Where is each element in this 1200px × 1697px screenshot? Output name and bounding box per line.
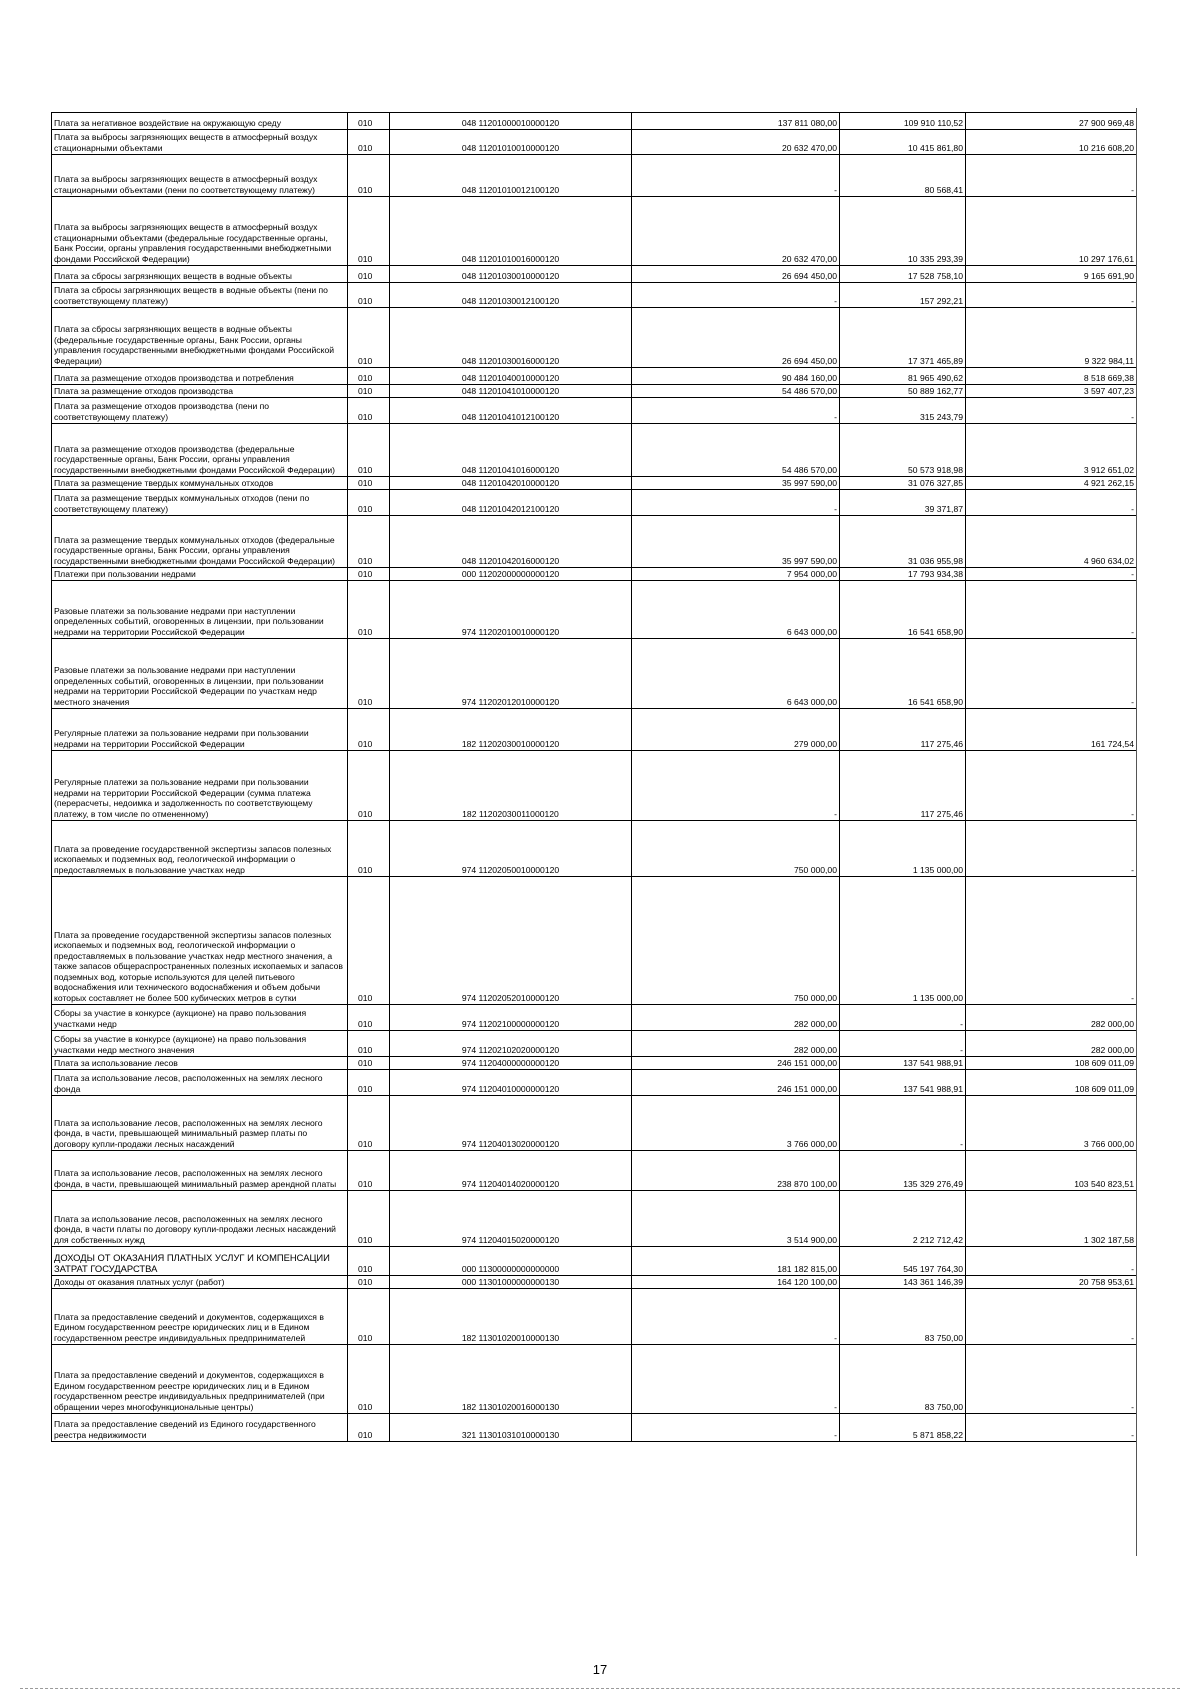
row-name-cell: ДОХОДЫ ОТ ОКАЗАНИЯ ПЛАТНЫХ УСЛУГ И КОМПЕНСАЦИИ ЗАТРАТ ГОСУДАРСТВА xyxy=(52,1247,348,1276)
row-name-cell: Разовые платежи за пользование недрами при наступлении определенных событий, оговоренных в лицензии, при пользовании недрами на территории Российской Федерации по участкам недр местного значения xyxy=(52,639,348,709)
row-executed-cell: - xyxy=(840,1096,966,1151)
row-approved-cell: 3 766 000,00 xyxy=(632,1096,840,1151)
row-unexecuted-cell: 1 302 187,58 xyxy=(966,1191,1137,1247)
row-approved-cell: 54 486 570,00 xyxy=(632,424,840,477)
table-row xyxy=(52,1096,1137,1151)
row-revenue-code-cell: 048 11201030012100120 xyxy=(390,283,632,308)
table-row xyxy=(52,639,1137,709)
row-executed-cell: 143 361 146,39 xyxy=(840,1276,966,1289)
row-name-cell: Плата за использование лесов xyxy=(52,1057,348,1070)
row-unexecuted-cell: 161 724,54 xyxy=(966,709,1137,751)
row-line-code-cell: 010 xyxy=(348,1005,390,1031)
row-name-cell: Плата за размещение отходов производства (федеральные государственные органы, Банк России, органы управления государственными внебюджетными фондами Российской Федерации) xyxy=(52,424,348,477)
row-revenue-code-cell: 000 11202000000000120 xyxy=(390,568,632,581)
table-row xyxy=(52,1414,1137,1442)
row-approved-cell: - xyxy=(632,155,840,197)
row-revenue-code-cell: 048 11201040010000120 xyxy=(390,368,632,385)
row-name-cell: Плата за предоставление сведений и документов, содержащихся в Едином государственном реестре юридических лиц и в Едином государственном реестре индивидуальных предпринимателей xyxy=(52,1289,348,1345)
table-row xyxy=(52,368,1137,385)
row-executed-cell: - xyxy=(840,1005,966,1031)
row-line-code-cell: 010 xyxy=(348,581,390,639)
row-revenue-code-cell: 048 11201030016000120 xyxy=(390,308,632,368)
row-revenue-code-cell: 974 11204000000000120 xyxy=(390,1057,632,1070)
row-approved-cell: 238 870 100,00 xyxy=(632,1151,840,1191)
table-row xyxy=(52,490,1137,516)
row-unexecuted-cell: 3 766 000,00 xyxy=(966,1096,1137,1151)
row-name-cell: Сборы за участие в конкурсе (аукционе) на право пользования участками недр местного значения xyxy=(52,1031,348,1057)
row-executed-cell: 83 750,00 xyxy=(840,1345,966,1414)
row-name-cell: Плата за использование лесов, расположенных на землях лесного фонда, в части, превышающей минимальный размер арендной платы xyxy=(52,1151,348,1191)
row-line-code-cell: 010 xyxy=(348,1031,390,1057)
table-row xyxy=(52,398,1137,424)
row-executed-cell: 16 541 658,90 xyxy=(840,639,966,709)
row-name-cell: Регулярные платежи за пользование недрами при пользовании недрами на территории Российской Федерации xyxy=(52,709,348,751)
table-row xyxy=(52,1070,1137,1096)
row-revenue-code-cell: 048 11201042010000120 xyxy=(390,477,632,490)
page-number: 17 xyxy=(592,1662,608,1677)
row-name-cell: Плата за проведение государственной экспертизы запасов полезных ископаемых и подземных вод, геологической информации о предоставляемых в пользование участках недр местного значения, а также запасов общераспространенных полезных ископаемых и запасов подземных вод, которые используются для целей питьевого водоснабжения или технического водоснабжения и объем добычи которых составляет не более 500 кубических метров в сутки xyxy=(52,877,348,1005)
row-approved-cell: 181 182 815,00 xyxy=(632,1247,840,1276)
row-line-code-cell: 010 xyxy=(348,639,390,709)
row-unexecuted-cell: - xyxy=(966,1247,1137,1276)
row-name-cell: Плата за предоставление сведений и документов, содержащихся в Едином государственном реестре юридических лиц и в Едином государственном реестре индивидуальных предпринимателей (при обращении через многофункциональные центры) xyxy=(52,1345,348,1414)
row-approved-cell: 26 694 450,00 xyxy=(632,308,840,368)
row-line-code-cell: 010 xyxy=(348,1191,390,1247)
row-unexecuted-cell: 27 900 969,48 xyxy=(966,113,1137,130)
row-executed-cell: 1 135 000,00 xyxy=(840,877,966,1005)
row-approved-cell: 164 120 100,00 xyxy=(632,1276,840,1289)
row-executed-cell: 50 573 918,98 xyxy=(840,424,966,477)
row-revenue-code-cell: 974 11204015020000120 xyxy=(390,1191,632,1247)
row-name-cell: Регулярные платежи за пользование недрами при пользовании недрами на территории Российской Федерации (сумма платежа (перерасчеты, недоимка и задолженность по соответствующему платежу, в том числе по отмененному) xyxy=(52,751,348,821)
row-unexecuted-cell: 8 518 669,38 xyxy=(966,368,1137,385)
row-line-code-cell: 010 xyxy=(348,1247,390,1276)
row-line-code-cell: 010 xyxy=(348,877,390,1005)
row-name-cell: Доходы от оказания платных услуг (работ) xyxy=(52,1276,348,1289)
row-unexecuted-cell: 282 000,00 xyxy=(966,1005,1137,1031)
row-approved-cell: 137 811 080,00 xyxy=(632,113,840,130)
row-line-code-cell: 010 xyxy=(348,308,390,368)
row-line-code-cell: 010 xyxy=(348,130,390,155)
row-executed-cell: 16 541 658,90 xyxy=(840,581,966,639)
row-unexecuted-cell: - xyxy=(966,155,1137,197)
table-row xyxy=(52,266,1137,283)
row-line-code-cell: 010 xyxy=(348,516,390,568)
row-executed-cell: 157 292,21 xyxy=(840,283,966,308)
row-unexecuted-cell: - xyxy=(966,877,1137,1005)
row-line-code-cell: 010 xyxy=(348,1070,390,1096)
row-revenue-code-cell: 048 11201010012100120 xyxy=(390,155,632,197)
row-line-code-cell: 010 xyxy=(348,1276,390,1289)
row-unexecuted-cell: 4 960 634,02 xyxy=(966,516,1137,568)
table-row xyxy=(52,1247,1137,1276)
revenue-table xyxy=(51,112,1137,1442)
row-revenue-code-cell: 000 11300000000000000 xyxy=(390,1247,632,1276)
row-line-code-cell: 010 xyxy=(348,477,390,490)
row-unexecuted-cell: - xyxy=(966,490,1137,516)
row-executed-cell: 39 371,87 xyxy=(840,490,966,516)
row-revenue-code-cell: 048 11201010016000120 xyxy=(390,197,632,266)
row-approved-cell: 20 632 470,00 xyxy=(632,197,840,266)
row-approved-cell: 279 000,00 xyxy=(632,709,840,751)
row-unexecuted-cell: - xyxy=(966,1345,1137,1414)
row-line-code-cell: 010 xyxy=(348,283,390,308)
row-revenue-code-cell: 321 11301031010000130 xyxy=(390,1414,632,1442)
row-revenue-code-cell: 048 11201042012100120 xyxy=(390,490,632,516)
row-approved-cell: 6 643 000,00 xyxy=(632,581,840,639)
row-approved-cell: 35 997 590,00 xyxy=(632,516,840,568)
row-revenue-code-cell: 974 11202100000000120 xyxy=(390,1005,632,1031)
row-executed-cell: 2 212 712,42 xyxy=(840,1191,966,1247)
table-row xyxy=(52,1057,1137,1070)
row-unexecuted-cell: 108 609 011,09 xyxy=(966,1070,1137,1096)
row-executed-cell: 31 076 327,85 xyxy=(840,477,966,490)
row-executed-cell: 5 871 858,22 xyxy=(840,1414,966,1442)
row-unexecuted-cell: - xyxy=(966,639,1137,709)
table-row xyxy=(52,877,1137,1005)
table-row xyxy=(52,709,1137,751)
row-unexecuted-cell: - xyxy=(966,751,1137,821)
table-row xyxy=(52,751,1137,821)
row-revenue-code-cell: 182 11202030010000120 xyxy=(390,709,632,751)
table-row xyxy=(52,1031,1137,1057)
row-executed-cell: 50 889 162,77 xyxy=(840,385,966,398)
table-row xyxy=(52,155,1137,197)
row-unexecuted-cell: 282 000,00 xyxy=(966,1031,1137,1057)
row-unexecuted-cell: 10 297 176,61 xyxy=(966,197,1137,266)
table-row xyxy=(52,1345,1137,1414)
row-approved-cell: 3 514 900,00 xyxy=(632,1191,840,1247)
row-name-cell: Плата за выбросы загрязняющих веществ в атмосферный воздух стационарными объектами (пени по соответствующему платежу) xyxy=(52,155,348,197)
row-name-cell: Плата за размещение твердых коммунальных отходов (пени по соответствующему платежу) xyxy=(52,490,348,516)
table-row xyxy=(52,516,1137,568)
row-line-code-cell: 010 xyxy=(348,821,390,877)
row-line-code-cell: 010 xyxy=(348,1414,390,1442)
row-approved-cell: 90 484 160,00 xyxy=(632,368,840,385)
row-executed-cell: 137 541 988,91 xyxy=(840,1070,966,1096)
row-approved-cell: 6 643 000,00 xyxy=(632,639,840,709)
row-approved-cell: 7 954 000,00 xyxy=(632,568,840,581)
row-name-cell: Сборы за участие в конкурсе (аукционе) на право пользования участками недр xyxy=(52,1005,348,1031)
row-revenue-code-cell: 974 11204010000000120 xyxy=(390,1070,632,1096)
table-row xyxy=(52,1191,1137,1247)
table-row xyxy=(52,385,1137,398)
table-row xyxy=(52,1151,1137,1191)
row-name-cell: Плата за сбросы загрязняющих веществ в водные объекты (федеральные государственные органы, Банк России, органы управления государственными внебюджетными фондами Российской Федерации) xyxy=(52,308,348,368)
row-revenue-code-cell: 182 11301020010000130 xyxy=(390,1289,632,1345)
row-name-cell: Плата за размещение отходов производства xyxy=(52,385,348,398)
row-line-code-cell: 010 xyxy=(348,266,390,283)
row-name-cell: Плата за размещение отходов производства (пени по соответствующему платежу) xyxy=(52,398,348,424)
scan-bottom-line xyxy=(20,1688,1180,1689)
row-revenue-code-cell: 974 11202102020000120 xyxy=(390,1031,632,1057)
row-executed-cell: - xyxy=(840,1031,966,1057)
row-executed-cell: 83 750,00 xyxy=(840,1289,966,1345)
row-unexecuted-cell: 103 540 823,51 xyxy=(966,1151,1137,1191)
row-line-code-cell: 010 xyxy=(348,1096,390,1151)
row-unexecuted-cell: - xyxy=(966,283,1137,308)
table-row xyxy=(52,581,1137,639)
row-line-code-cell: 010 xyxy=(348,155,390,197)
row-name-cell: Плата за выбросы загрязняющих веществ в атмосферный воздух стационарными объектами (федеральные государственные органы, Банк России, органы управления государственными внебюджетными фондами Российской Федерации) xyxy=(52,197,348,266)
row-revenue-code-cell: 048 11201041010000120 xyxy=(390,385,632,398)
row-name-cell: Плата за проведение государственной экспертизы запасов полезных ископаемых и подземных вод, геологической информации о предоставляемых в пользование участках недр xyxy=(52,821,348,877)
row-revenue-code-cell: 182 11202030011000120 xyxy=(390,751,632,821)
row-line-code-cell: 010 xyxy=(348,709,390,751)
row-name-cell: Плата за размещение отходов производства и потребления xyxy=(52,368,348,385)
row-executed-cell: 1 135 000,00 xyxy=(840,821,966,877)
row-executed-cell: 109 910 110,52 xyxy=(840,113,966,130)
row-line-code-cell: 010 xyxy=(348,368,390,385)
row-unexecuted-cell: - xyxy=(966,398,1137,424)
row-line-code-cell: 010 xyxy=(348,751,390,821)
row-executed-cell: 81 965 490,62 xyxy=(840,368,966,385)
table-row xyxy=(52,1005,1137,1031)
table-row xyxy=(52,130,1137,155)
row-revenue-code-cell: 048 11201000010000120 xyxy=(390,113,632,130)
row-revenue-code-cell: 974 11202052010000120 xyxy=(390,877,632,1005)
row-approved-cell: 54 486 570,00 xyxy=(632,385,840,398)
row-unexecuted-cell: - xyxy=(966,1289,1137,1345)
row-approved-cell: 246 151 000,00 xyxy=(632,1070,840,1096)
table-row xyxy=(52,197,1137,266)
table-row xyxy=(52,113,1137,130)
row-revenue-code-cell: 182 11301020016000130 xyxy=(390,1345,632,1414)
table-row xyxy=(52,1276,1137,1289)
table-row xyxy=(52,568,1137,581)
row-name-cell: Плата за размещение твердых коммунальных отходов xyxy=(52,477,348,490)
row-revenue-code-cell: 048 11201041012100120 xyxy=(390,398,632,424)
row-approved-cell: 282 000,00 xyxy=(632,1031,840,1057)
row-name-cell: Плата за сбросы загрязняющих веществ в водные объекты xyxy=(52,266,348,283)
row-approved-cell: - xyxy=(632,490,840,516)
row-executed-cell: 545 197 764,30 xyxy=(840,1247,966,1276)
row-executed-cell: 315 243,79 xyxy=(840,398,966,424)
row-line-code-cell: 010 xyxy=(348,1345,390,1414)
row-line-code-cell: 010 xyxy=(348,385,390,398)
row-executed-cell: 137 541 988,91 xyxy=(840,1057,966,1070)
row-approved-cell: 246 151 000,00 xyxy=(632,1057,840,1070)
row-approved-cell: - xyxy=(632,398,840,424)
table-row xyxy=(52,308,1137,368)
row-unexecuted-cell: - xyxy=(966,568,1137,581)
row-unexecuted-cell: - xyxy=(966,821,1137,877)
row-executed-cell: 10 335 293,39 xyxy=(840,197,966,266)
row-name-cell: Плата за негативное воздействие на окружающую среду xyxy=(52,113,348,130)
row-approved-cell: - xyxy=(632,1289,840,1345)
row-unexecuted-cell: 3 597 407,23 xyxy=(966,385,1137,398)
row-line-code-cell: 010 xyxy=(348,1151,390,1191)
row-executed-cell: 117 275,46 xyxy=(840,709,966,751)
row-name-cell: Плата за предоставление сведений из Единого государственного реестра недвижимости xyxy=(52,1414,348,1442)
row-approved-cell: 26 694 450,00 xyxy=(632,266,840,283)
row-approved-cell: - xyxy=(632,283,840,308)
row-executed-cell: 17 793 934,38 xyxy=(840,568,966,581)
row-name-cell: Плата за использование лесов, расположенных на землях лесного фонда xyxy=(52,1070,348,1096)
row-unexecuted-cell: 9 165 691,90 xyxy=(966,266,1137,283)
row-line-code-cell: 010 xyxy=(348,197,390,266)
row-name-cell: Платежи при пользовании недрами xyxy=(52,568,348,581)
row-executed-cell: 31 036 955,98 xyxy=(840,516,966,568)
table-row xyxy=(52,424,1137,477)
row-revenue-code-cell: 974 11202012010000120 xyxy=(390,639,632,709)
row-unexecuted-cell: - xyxy=(966,581,1137,639)
table-row xyxy=(52,1289,1137,1345)
row-revenue-code-cell: 048 11201042016000120 xyxy=(390,516,632,568)
row-revenue-code-cell: 974 11202010010000120 xyxy=(390,581,632,639)
row-approved-cell: 750 000,00 xyxy=(632,877,840,1005)
row-approved-cell: - xyxy=(632,751,840,821)
row-line-code-cell: 010 xyxy=(348,568,390,581)
row-line-code-cell: 010 xyxy=(348,490,390,516)
row-name-cell: Плата за сбросы загрязняющих веществ в водные объекты (пени по соответствующему платежу) xyxy=(52,283,348,308)
row-unexecuted-cell: 3 912 651,02 xyxy=(966,424,1137,477)
row-approved-cell: 282 000,00 xyxy=(632,1005,840,1031)
row-revenue-code-cell: 000 11301000000000130 xyxy=(390,1276,632,1289)
row-approved-cell: - xyxy=(632,1345,840,1414)
row-executed-cell: 135 329 276,49 xyxy=(840,1151,966,1191)
row-line-code-cell: 010 xyxy=(348,1289,390,1345)
row-name-cell: Плата за использование лесов, расположенных на землях лесного фонда, в части платы по договору купли-продажи лесных насаждений для собственных нужд xyxy=(52,1191,348,1247)
row-unexecuted-cell: 108 609 011,09 xyxy=(966,1057,1137,1070)
row-revenue-code-cell: 974 11204013020000120 xyxy=(390,1096,632,1151)
row-line-code-cell: 010 xyxy=(348,1057,390,1070)
row-name-cell: Плата за размещение твердых коммунальных отходов (федеральные государственные органы, Банк России, органы управления государственными внебюджетными фондами Российской Федерации) xyxy=(52,516,348,568)
table-row xyxy=(52,477,1137,490)
row-revenue-code-cell: 048 11201010010000120 xyxy=(390,130,632,155)
table-row xyxy=(52,283,1137,308)
row-approved-cell: 20 632 470,00 xyxy=(632,130,840,155)
row-unexecuted-cell: 10 216 608,20 xyxy=(966,130,1137,155)
row-approved-cell: - xyxy=(632,1414,840,1442)
row-unexecuted-cell: 4 921 262,15 xyxy=(966,477,1137,490)
row-name-cell: Разовые платежи за пользование недрами при наступлении определенных событий, оговоренных в лицензии, при пользовании недрами на территории Российской Федерации xyxy=(52,581,348,639)
row-approved-cell: 750 000,00 xyxy=(632,821,840,877)
row-executed-cell: 17 528 758,10 xyxy=(840,266,966,283)
row-revenue-code-cell: 048 11201030010000120 xyxy=(390,266,632,283)
row-name-cell: Плата за выбросы загрязняющих веществ в атмосферный воздух стационарными объектами xyxy=(52,130,348,155)
row-executed-cell: 10 415 861,80 xyxy=(840,130,966,155)
row-unexecuted-cell: - xyxy=(966,1414,1137,1442)
row-revenue-code-cell: 048 11201041016000120 xyxy=(390,424,632,477)
row-revenue-code-cell: 974 11202050010000120 xyxy=(390,821,632,877)
row-approved-cell: 35 997 590,00 xyxy=(632,477,840,490)
row-unexecuted-cell: 20 758 953,61 xyxy=(966,1276,1137,1289)
row-revenue-code-cell: 974 11204014020000120 xyxy=(390,1151,632,1191)
row-unexecuted-cell: 9 322 984,11 xyxy=(966,308,1137,368)
table-row xyxy=(52,821,1137,877)
row-line-code-cell: 010 xyxy=(348,424,390,477)
row-executed-cell: 117 275,46 xyxy=(840,751,966,821)
row-line-code-cell: 010 xyxy=(348,113,390,130)
row-line-code-cell: 010 xyxy=(348,398,390,424)
row-executed-cell: 17 371 465,89 xyxy=(840,308,966,368)
row-name-cell: Плата за использование лесов, расположенных на землях лесного фонда, в части, превышающей минимальный размер платы по договору купли-продажи лесных насаждений xyxy=(52,1096,348,1151)
row-executed-cell: 80 568,41 xyxy=(840,155,966,197)
scan-edge-line xyxy=(1136,108,1137,1556)
